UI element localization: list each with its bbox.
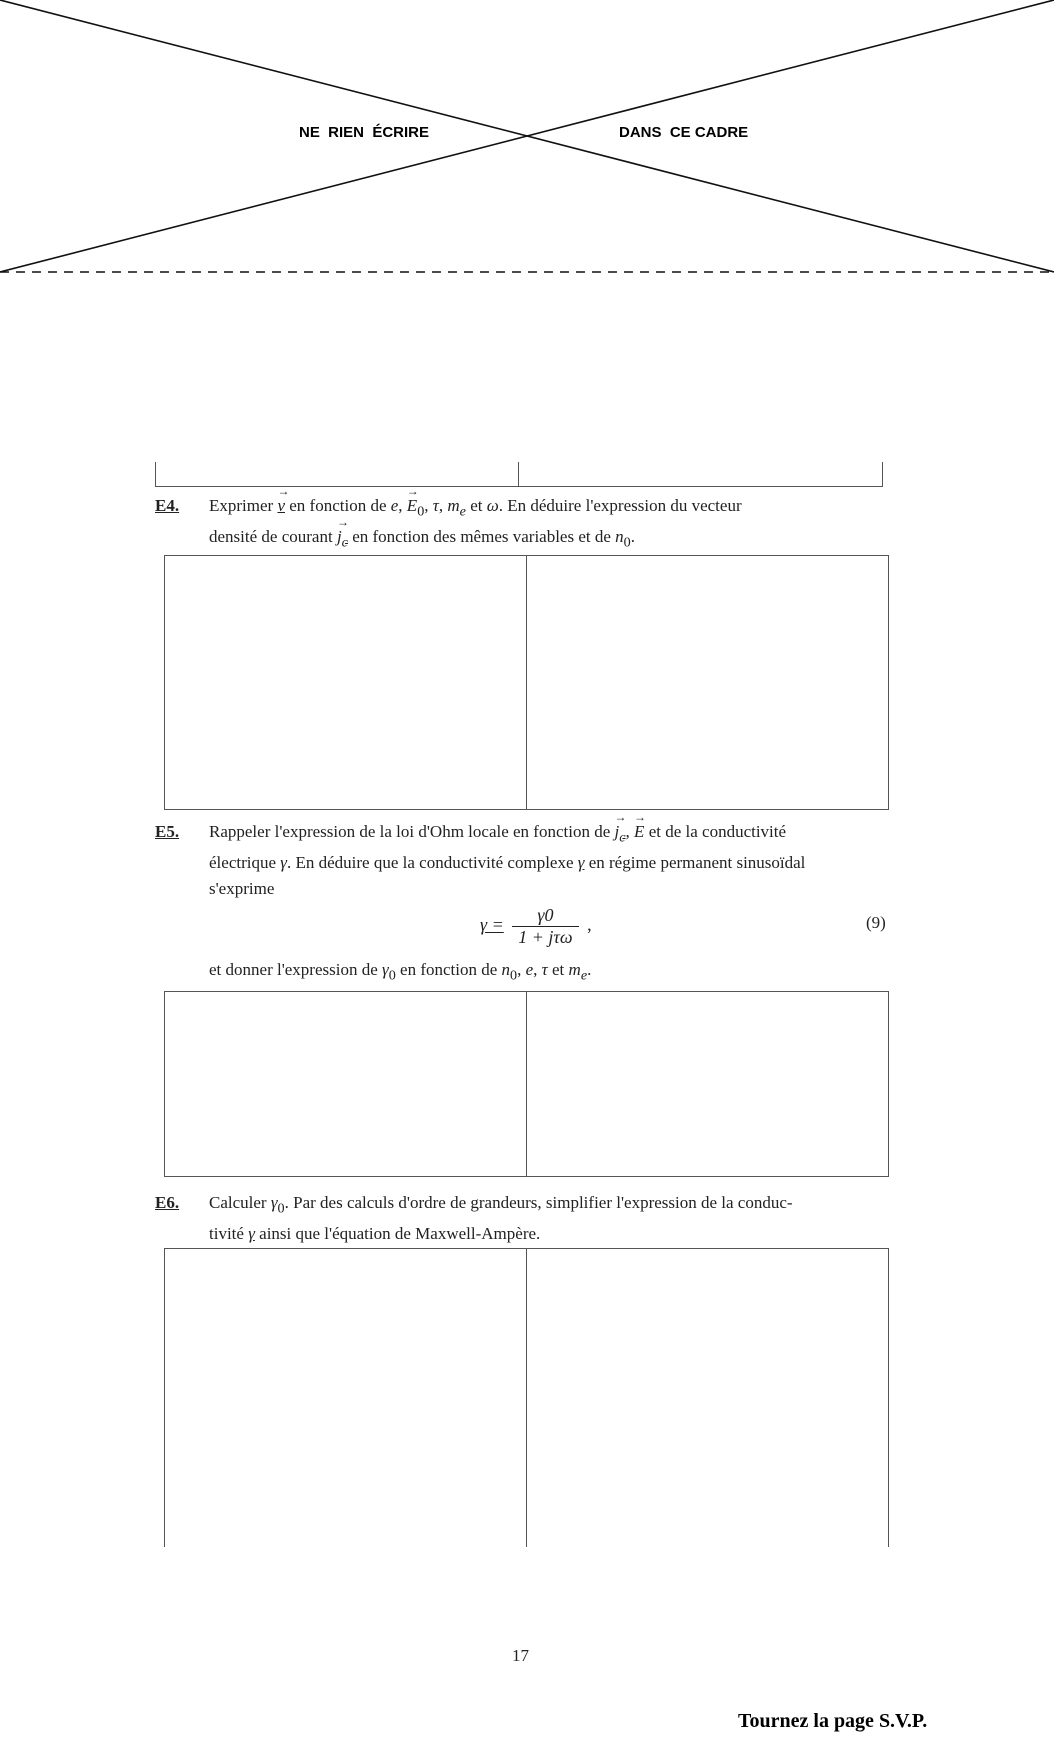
answer-grid-previous[interactable] (155, 462, 883, 487)
cadre-label-left: NE RIEN ÉCRIRE (299, 124, 430, 141)
question-e5 (155, 819, 890, 902)
cross-lines (0, 0, 1054, 275)
question-e4 (155, 493, 890, 556)
question-e6 (155, 1190, 890, 1247)
question-line-1: Exprimer → v en fonction de e, → $E_0$, τ, $m_e$ et ω. En déduire l'expression du vecteur (209, 493, 890, 524)
question-number: E4. (155, 496, 180, 515)
question-line-2: tivité γ ainsi que l'équation de Maxwell-Ampère. (209, 1224, 541, 1244)
question-line-2: électrique γ. En déduire que la conductivité complexe γ en régime permanent sinusoïdal (209, 853, 806, 873)
answer-grid-e6[interactable] (164, 1248, 889, 1547)
grid-divider (526, 992, 527, 1176)
question-line-2: densité de courant → $j_c$ en fonction des mêmes variables et de $n_0$. (209, 524, 890, 555)
answer-grid-e5[interactable] (164, 991, 889, 1177)
question-line-1: Calculer $\gamma_0$. Par des calculs d'ordre de grandeurs, simplifier l'expression de la conduc- (209, 1193, 793, 1217)
question-number: E5. (155, 822, 180, 841)
question-number: E6. (155, 1193, 180, 1212)
turn-page-note: Tournez la page S.V.P. (738, 1710, 928, 1732)
page-number: 17 (512, 1646, 529, 1665)
grid-divider (526, 556, 527, 809)
grid-divider (518, 462, 519, 486)
grid-divider (526, 1249, 527, 1547)
question-line-3: s'exprime (209, 879, 275, 899)
equation-number: (9) (866, 913, 886, 932)
question-e5-continuation: et donner l'expression de $\gamma_0$ en fonction de $n_0$, e, τ et $m_e$. (209, 960, 592, 984)
cadre-label-right: DANS CE CADRE (619, 124, 749, 141)
answer-grid-e4[interactable] (164, 555, 889, 810)
no-write-frame (0, 0, 1054, 275)
formula-gamma: γ = $\frac{\gamma 0}{\text{1 + jτω}}$ , (480, 905, 592, 947)
question-line-1: Rappeler l'expression de la loi d'Ohm locale en fonction de → $j_c$, → E et de la conductivité (209, 819, 890, 850)
